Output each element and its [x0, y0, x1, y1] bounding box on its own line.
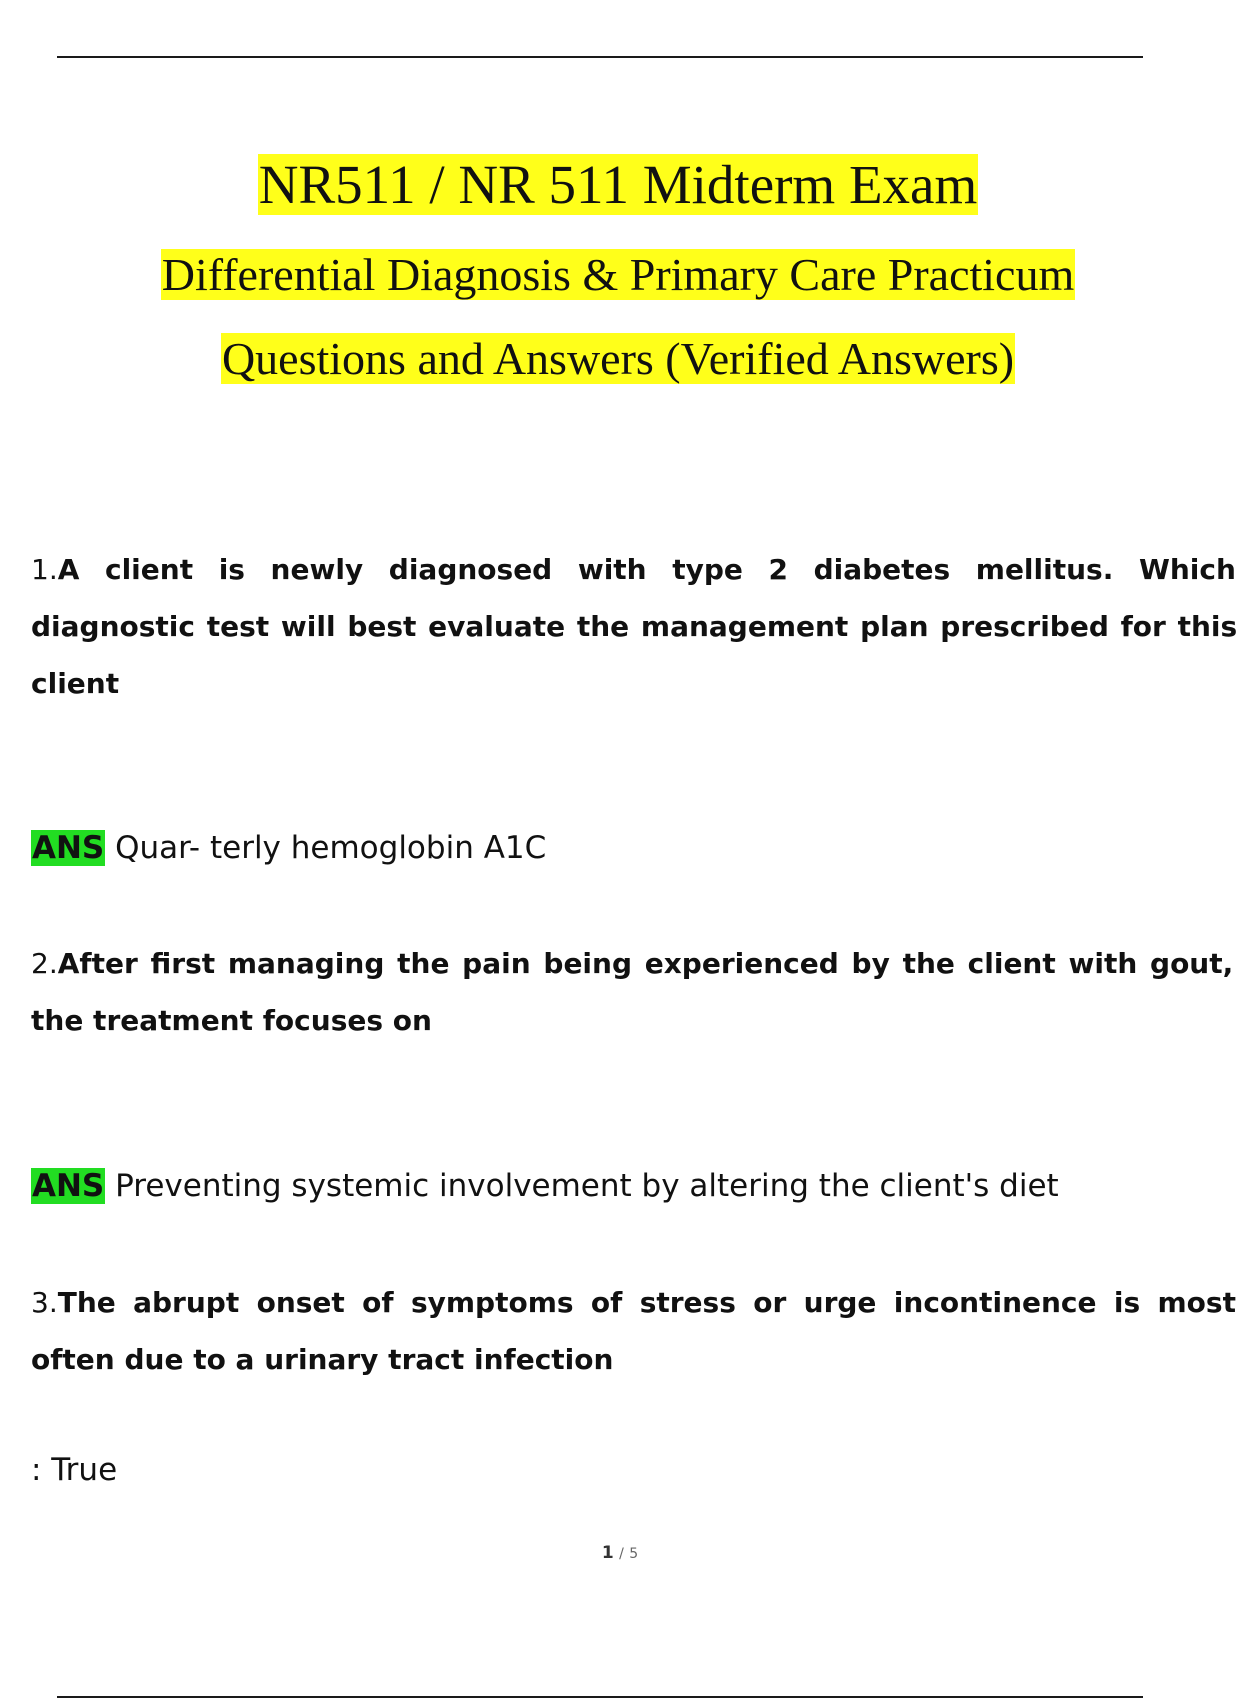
answer-2-text: Preventing systemic involvement by altering the client's diet [115, 1168, 1059, 1204]
page-total: 5 [629, 1546, 639, 1562]
question-1-word: type [672, 553, 743, 586]
question-1-word: diagnosed [388, 553, 553, 586]
question-3-word: is [1113, 1286, 1141, 1319]
question-3-word: or [753, 1286, 787, 1319]
question-1-word: A [57, 553, 80, 586]
question-3-word: symptoms [410, 1286, 574, 1319]
question-1-word: client [104, 553, 194, 586]
question-3-line-1 [31, 1274, 1236, 1331]
question-3-word [31, 1274, 116, 1331]
question-3-line-2 [31, 1331, 1200, 1388]
answer-1 [31, 828, 1200, 868]
question-1-word: with [577, 553, 647, 586]
answer-3 [31, 1450, 1200, 1490]
answer-label: ANS [32, 830, 105, 866]
question-3-line-2-text: often due to a urinary tract infection [31, 1343, 614, 1376]
question-3-word: incontinence [893, 1286, 1097, 1319]
question-2-line-2 [31, 992, 1200, 1049]
question-3-word: of [590, 1286, 623, 1319]
question-1-line-2-text: diagnostic test will best evaluate the management plan prescribed for this [31, 610, 1238, 643]
question-1-word [31, 541, 79, 598]
document-subtitle-2 [0, 330, 1236, 388]
document-subtitle-2-text: Questions and Answers (Verified Answers) [221, 333, 1015, 384]
question-1-word: newly [270, 553, 364, 586]
answer-2 [31, 1166, 1200, 1206]
question-1-text [31, 541, 1238, 712]
answer-1-text: Quar- terly hemoglobin A1C [115, 830, 547, 866]
document-title-text: NR511 / NR 511 Midterm Exam [258, 154, 978, 215]
document-subtitle-text: Differential Diagnosis & Primary Care Practicum [161, 249, 1075, 300]
question-3-word: onset [256, 1286, 345, 1319]
question-2-line-1-text: After first managing the pain being experienced by the client with gout, [57, 947, 1234, 980]
question-3-word: stress [639, 1286, 736, 1319]
question-1-word: is [218, 553, 245, 586]
question-2-number: 2. [31, 947, 58, 980]
question-2-text [31, 935, 1234, 1049]
answer-label: ANS [32, 1168, 105, 1204]
question-2 [31, 935, 1234, 1049]
question-1 [31, 541, 1238, 712]
question-1-line-3 [31, 655, 1200, 712]
title-block [0, 150, 1236, 388]
bottom-rule [57, 1696, 1143, 1698]
question-3-text [31, 1274, 1236, 1388]
question-1-word: diabetes [813, 553, 951, 586]
question-3-word: of [362, 1286, 394, 1319]
question-1-word: Which [1138, 553, 1236, 586]
page-separator: / [619, 1546, 624, 1562]
question-1-word: mellitus. [975, 553, 1114, 586]
document-subtitle [0, 246, 1236, 304]
question-1-number: 1. [31, 553, 58, 586]
top-rule [57, 56, 1143, 58]
question-3-word: abrupt [133, 1286, 240, 1319]
question-2-line-2-text: the treatment focuses on [31, 1004, 432, 1037]
question-2-line-1 [31, 935, 1234, 992]
page-current: 1 [601, 1543, 614, 1563]
page-number [0, 1543, 1240, 1563]
document-title [0, 150, 1236, 220]
question-3-word: The [57, 1286, 116, 1319]
question-1-line-2 [31, 598, 1236, 655]
question-3-number: 3. [31, 1286, 58, 1319]
question-3-word: urge [803, 1286, 877, 1319]
question-3 [31, 1274, 1236, 1388]
question-1-line-3-text: client [31, 667, 120, 700]
question-1-line-1 [31, 541, 1236, 598]
question-1-word: 2 [768, 553, 788, 586]
answer-3-text: : True [31, 1452, 118, 1488]
question-3-word: most [1157, 1286, 1236, 1319]
